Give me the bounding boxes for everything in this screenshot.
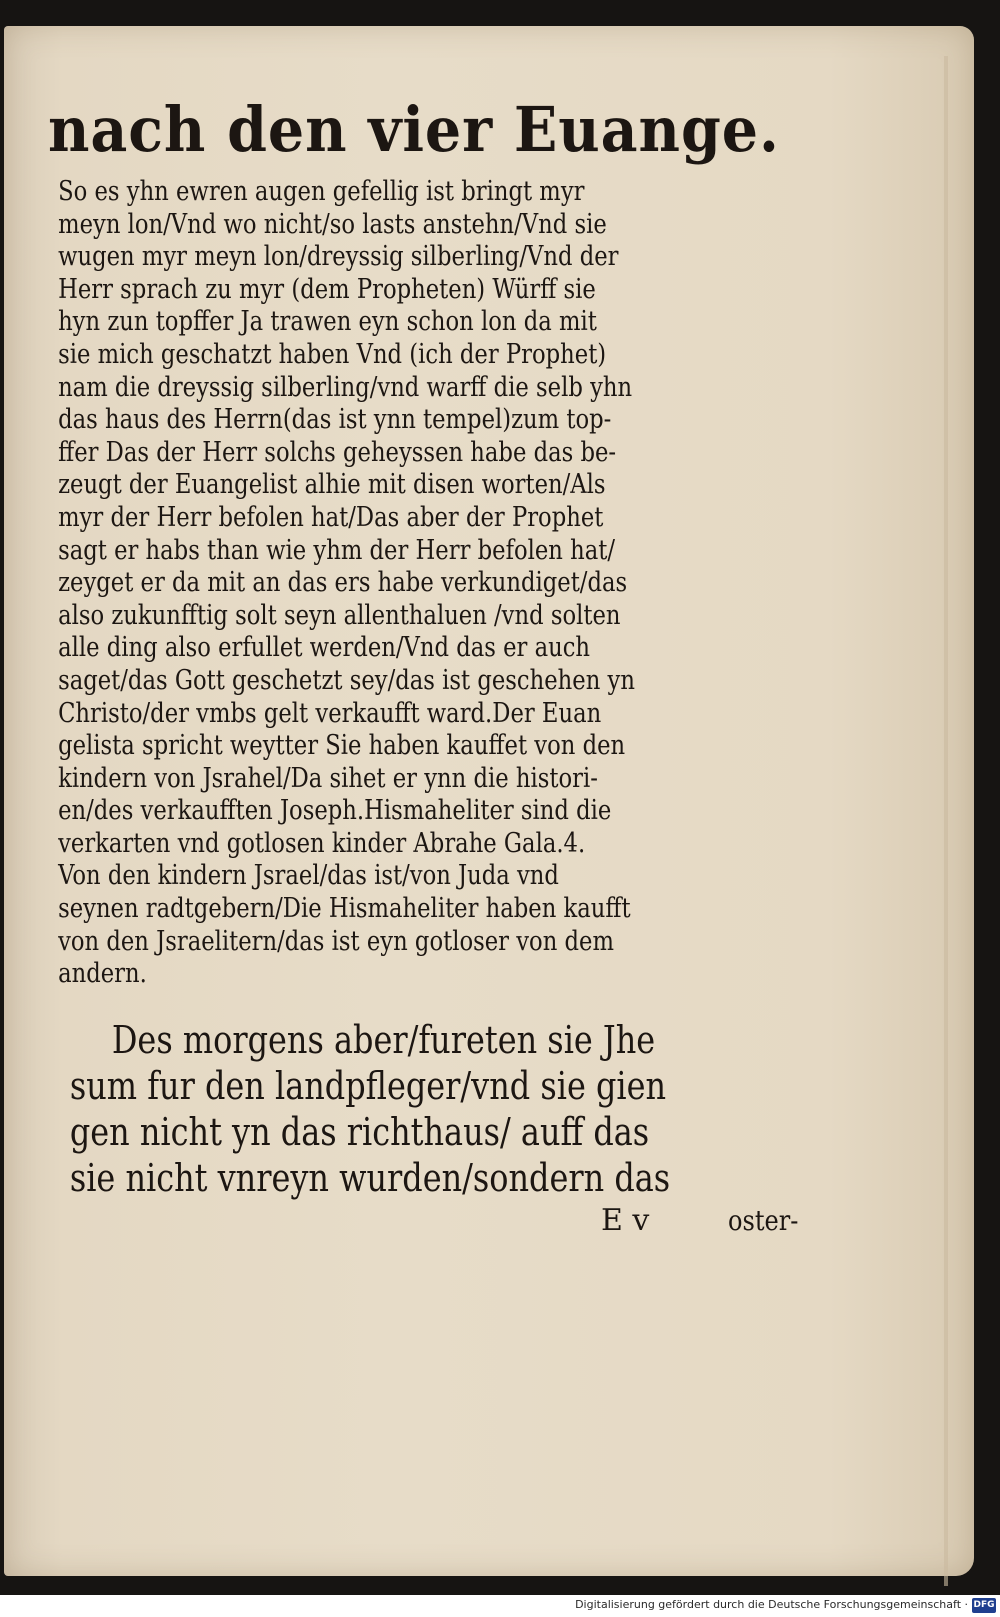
text-line: seynen radtgebern/Die Hismaheliter haben kaufft bbox=[58, 893, 631, 925]
text-line: wugen myr meyn lon/dreyssig silberling/Vnd der bbox=[58, 241, 619, 273]
text-line: von den Jsraelitern/das ist eyn gotloser von dem bbox=[58, 925, 614, 957]
funding-credit: Digitalisierung gefördert durch die Deutsche Forschungsgemeinschaft · bbox=[575, 1598, 968, 1611]
text-line: alle ding also erfullet werden/Vnd das er auch bbox=[58, 632, 591, 664]
text-line: das haus des Herrn(das ist ynn tempel)zum top‑ bbox=[58, 404, 612, 436]
text-line: kindern von Jsrahel/Da sihet er ynn die histori‑ bbox=[58, 762, 598, 794]
text-line: meyn lon/Vnd wo nicht/so lasts anstehn/Vnd sie bbox=[58, 208, 607, 240]
text-line: sagt er habs than wie yhm der Herr befolen hat/ bbox=[58, 534, 615, 566]
text-line: nam die dreyssig silberling/vnd warff die selb yhn bbox=[58, 371, 633, 403]
text-line: sie mich geschatzt haben Vnd (ich der Prophet) bbox=[58, 338, 607, 370]
page-edge bbox=[944, 56, 948, 1586]
text-line: myr der Herr befolen hat/Das aber der Prophet bbox=[58, 501, 604, 533]
text-line: Christo/der vmbs gelt verkaufft ward.Der Euan bbox=[58, 697, 602, 729]
text-block bbox=[48, 90, 799, 1241]
verse-line: gen nicht yn das richthaus/ auff das bbox=[69, 1109, 650, 1154]
catchword: oster‑ bbox=[728, 1203, 799, 1237]
footer-bar bbox=[0, 1595, 1000, 1617]
text-line: hyn zun topffer Ja trawen eyn schon lon da mit bbox=[58, 306, 597, 338]
catch-row bbox=[48, 1201, 799, 1241]
verse-line: sie nicht vnreyn wurden/sondern das bbox=[69, 1155, 671, 1200]
text-line: saget/das Gott geschetzt sey/das ist geschehen yn bbox=[58, 664, 635, 696]
text-line: verkarten vnd gotlosen kinder Abrahe Gala.4. bbox=[58, 827, 586, 859]
dfg-logo: DFG bbox=[972, 1598, 996, 1613]
text-line: gelista spricht weytter Sie haben kauffet von den bbox=[58, 730, 626, 762]
text-line: andern. bbox=[58, 958, 147, 990]
verse-line: sum fur den landpfleger/vnd sie gien bbox=[69, 1063, 667, 1108]
text-line: So es yhn ewren augen gefellig ist bringt myr bbox=[58, 176, 585, 207]
text-line: zeugt der Euangelist alhie mit disen worten/Als bbox=[58, 469, 606, 501]
text-line: zeyget er da mit an das ers habe verkundiget/das bbox=[58, 567, 628, 599]
scripture-verse bbox=[48, 1017, 768, 1201]
text-line: ffer Das der Herr solchs geheyssen habe das be‑ bbox=[58, 436, 617, 468]
commentary-paragraph bbox=[48, 176, 768, 991]
verse-line: Des morgens aber/fureten sie Jhe bbox=[111, 1017, 656, 1062]
text-line: also zukunfftig solt seyn allenthaluen /vnd solten bbox=[58, 599, 621, 631]
text-line: Herr sprach zu myr (dem Propheten) Würff sie bbox=[58, 273, 596, 305]
signature-mark: E v bbox=[601, 1202, 650, 1238]
text-line: Von den kindern Jsrael/das ist/von Juda vnd bbox=[58, 860, 559, 892]
text-line: en/des verkaufften Joseph.Hismaheliter sind die bbox=[58, 795, 612, 827]
running-head: nach den vier Euange. bbox=[48, 93, 780, 166]
